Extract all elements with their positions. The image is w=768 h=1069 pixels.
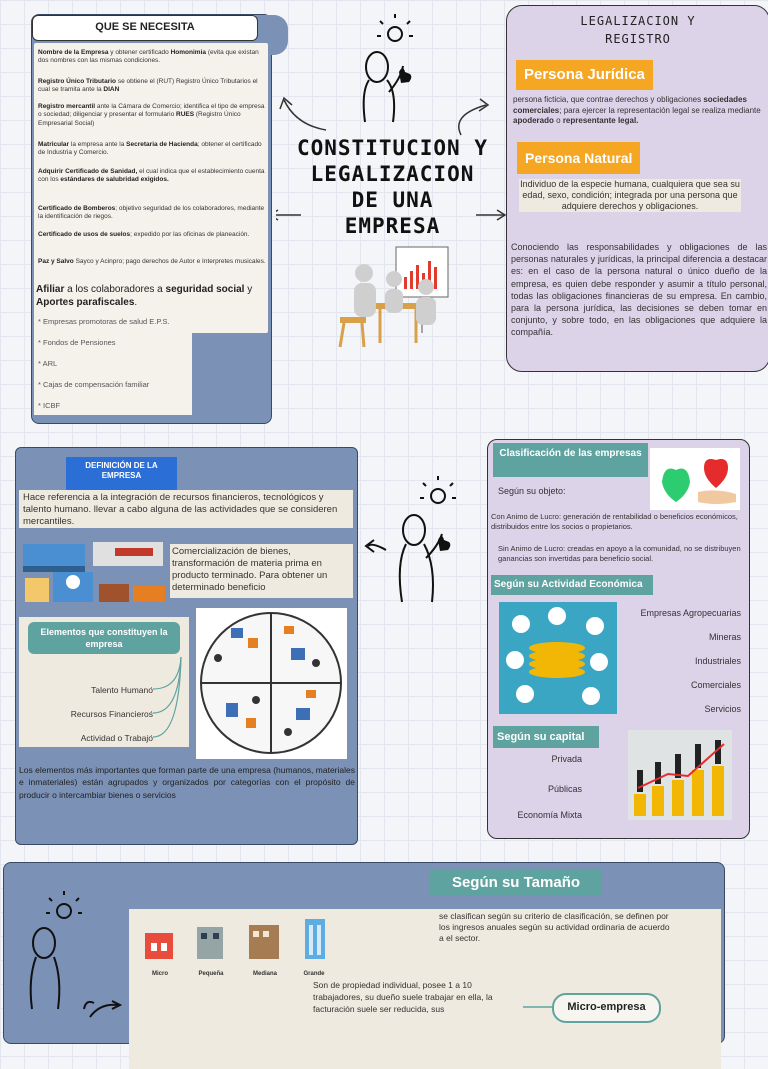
- main-title: CONSTITUCION Y LEGALIZACION DE UNA EMPRESA: [296, 136, 488, 238]
- persona-juridica-label: Persona Jurídica: [516, 60, 653, 90]
- size-title: Según su Tamaño: [430, 870, 602, 896]
- company-circle-illustration: [196, 608, 347, 759]
- building-label: Grande: [303, 971, 325, 977]
- requirements-panel: [31, 14, 272, 424]
- classification-panel: [487, 439, 750, 839]
- list-item: * Fondos de Pensiones: [38, 338, 116, 347]
- affiliate-text: Afiliar a los colaboradores a seguridad social y Aportes parafiscales.: [36, 284, 253, 308]
- requirements-title: QUE SE NECESITA: [32, 15, 258, 41]
- elements-connector: [151, 647, 191, 747]
- building-label: Micro: [151, 971, 168, 977]
- activity-item: Mineras: [708, 632, 741, 642]
- storefronts-illustration: [19, 540, 169, 606]
- activity-item: Comerciales: [690, 680, 741, 690]
- classification-title: Clasificación de las empresas: [493, 443, 648, 477]
- elements-card: [19, 617, 189, 747]
- element-item: Talento Humano: [91, 685, 153, 695]
- requirement-item: Registro mercantil ante la Cámara de Comercio; identifica el tipo de empresa o sociedad; diligenciar y presentar el formulario RUES (Registro Único Empresarial Social): [38, 103, 265, 127]
- persona-natural-label: Persona Natural: [517, 142, 640, 174]
- profit-text: Con Animo de Lucro: generación de rentabilidad o beneficios económicos, distribuidos entre los socios o propietarios.: [491, 512, 738, 531]
- heart-hand-icon: [650, 448, 740, 510]
- comparison-text: Conociendo las responsabilidades y obligaciones de las personas naturales y jurídicas, la principal diferencia a destacar es: en el caso de la persona natural o único dueño de la empresa, es quien debe responder y asumir a título personal, todas las obligaciones financieras de su empresa. En cambio, para la persona jurídica, las decisiones se deben tomar en conjunto, y sobre todo, en las obligaciones que adquiere la compañía.: [511, 242, 767, 338]
- size-criteria-text: se clasifican según su criterio de clasificación, se definen por los ingresos anuales según su actividad ordinaria de acuerdo a el sector.: [439, 911, 670, 943]
- definition-panel: [15, 447, 358, 845]
- thinking-figure-icon: [362, 474, 474, 614]
- building-icons: [139, 919, 329, 975]
- list-item: * Empresas promotoras de salud E.P.S.: [38, 317, 170, 326]
- capital-item: Públicas: [547, 784, 582, 794]
- legalization-panel: [506, 5, 768, 372]
- size-paper: [129, 909, 721, 1069]
- nonprofit-text: Sin Animo de Lucro: creadas en apoyo a la comunidad, no se distribuyen ganancias son invertidas para beneficio social.: [498, 544, 741, 563]
- entities-list: [34, 313, 192, 415]
- requirement-item: Nombre de la Empresa y obtener certificado Homonimia (evita que existan dos nombres con las mismas condiciones.: [38, 49, 259, 65]
- capital-item: Privada: [551, 754, 582, 764]
- legalization-title: LEGALIZACION Y REGISTRO: [580, 14, 696, 46]
- elements-title: Elementos que constituyen la empresa: [28, 622, 180, 654]
- micro-empresa-label: Micro-empresa: [552, 993, 661, 1023]
- micro-description: Son de propiedad individual, posee 1 a 10 trabajadores, su dueño suele trabajar en ella, la facturación suele ser reducida, sus: [313, 980, 493, 1014]
- elements-footer-text: Los elementos más importantes que forman parte de una empresa (humanos, materiales e inmateriales) están agrupados y organizados por categorías con el propósito de producir o intercambiar bienes o servicios: [19, 765, 355, 800]
- building-label: Mediana: [252, 971, 277, 977]
- commerce-text: Comercialización de bienes, transformación de materia prima en producto terminado. Para obtener un determinado beneficio: [170, 544, 353, 598]
- meeting-illustration: [330, 243, 452, 363]
- requirement-item: Certificado de usos de suelos; expedido por las oficinas de planeación.: [38, 231, 250, 238]
- requirement-item: Paz y Salvo Sayco y Acinpro; pago derechos de Autor e Interpretes musicales.: [38, 258, 266, 265]
- element-item: Actividad o Trabajo: [80, 733, 153, 743]
- list-item: * ICBF: [38, 401, 61, 410]
- persona-juridica-text: persona ficticia, que contrae derechos y obligaciones sociedades comerciales; para ejercer la representación legal se realiza mediante apoderado o representante legal.: [513, 95, 761, 125]
- micro-connector: [523, 997, 555, 1017]
- definition-title: DEFINICIÓN DE LA EMPRESA: [66, 457, 177, 491]
- requirement-item: Adquirir Certificado de Sanidad, el cual indica que el establecimiento cuenta con los estándares de salubridad exigidos.: [38, 168, 265, 184]
- capital-item: Economía Mixta: [517, 810, 582, 820]
- coins-icon: [499, 602, 617, 714]
- activity-item: Servicios: [704, 704, 741, 714]
- activity-item: Industriales: [694, 656, 741, 666]
- list-item: * Cajas de compensación familiar: [38, 380, 150, 389]
- requirement-item: Registro Único Tributario se obtiene el (RUT) Registro Único Tributarios el cual se tramita ante la DIAN: [38, 78, 258, 94]
- list-item: * ARL: [38, 359, 58, 368]
- by-objective-label: Según su objeto:: [498, 486, 566, 496]
- capital-growth-illustration: [628, 730, 732, 820]
- size-panel: [3, 862, 725, 1044]
- element-item: Recursos Financieros: [70, 709, 153, 719]
- activity-item: Empresas Agropecuarias: [640, 608, 741, 618]
- definition-text: Hace referencia a la integración de recursos financieros, tecnológicos y talento humano. llevar a cabo alguna de las actividades que se consideren mercantiles.: [19, 490, 353, 528]
- by-capital-label: Según su capital: [493, 726, 599, 748]
- persona-natural-text: Individuo de la especie humana, cualquiera que sea su edad, sexo, condición; integrada por una persona que adquiere derechos y obligaciones.: [520, 179, 740, 211]
- requirement-item: Matricular la empresa ante la Secretaria de Hacienda; obtener el certificado de Industria y Comercio.: [38, 141, 262, 157]
- requirement-item: Certificado de Bomberos; objetivo seguridad de los colaboradores, mediante la identificación de riegos.: [38, 205, 265, 221]
- thinking-figure-icon: [24, 889, 139, 1024]
- by-activity-label: Según su Actividad Económica: [491, 575, 653, 595]
- building-label: Pequeña: [198, 971, 224, 977]
